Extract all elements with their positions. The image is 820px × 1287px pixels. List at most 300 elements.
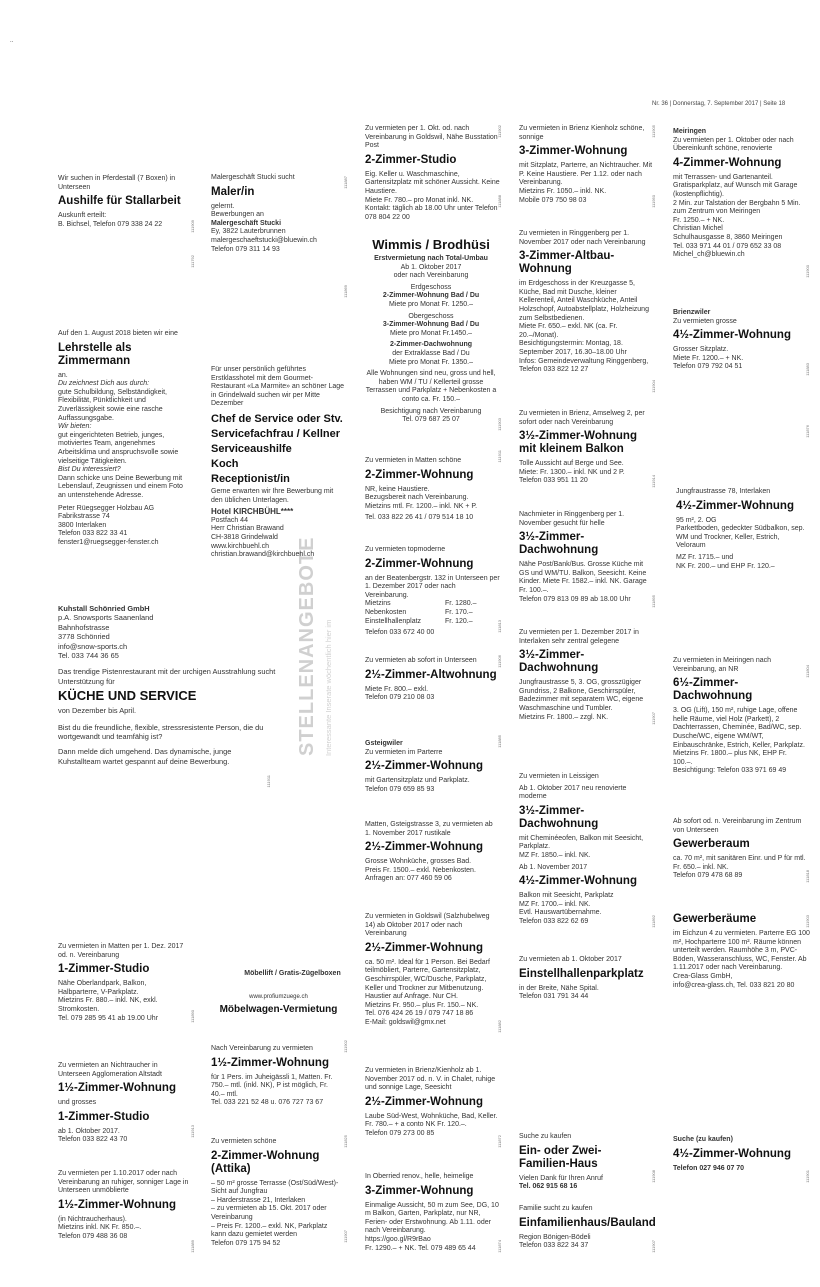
ad-code: 111902 xyxy=(343,1040,348,1053)
ad-title: 2-Zimmer-Studio xyxy=(365,153,457,166)
ad-intro: Zu vermieten ab sofort in Unterseen xyxy=(365,657,477,664)
ad-address: Telefon 033 822 33 41 xyxy=(58,530,128,538)
ad-line: an der Beatenbergstr. 132 in Unterseen per 1. Dezember 2017 oder nach Vereinbarung. xyxy=(365,574,500,599)
page-number: Seite 18 xyxy=(763,101,786,107)
ad-floor: Obergeschoss xyxy=(408,312,454,320)
ad-row xyxy=(365,618,500,627)
ad-kienholz xyxy=(365,1067,500,1139)
ad-ringgenberg-dach xyxy=(519,511,654,604)
ad-title: 2½-Zimmer-Wohnung xyxy=(365,760,483,773)
ad-title: 2-Zimmer-Wohnung xyxy=(365,557,474,570)
ad-line: Mietzins Fr. 880.– inkl. NK, exkl. Stromkosten. xyxy=(58,997,158,1013)
ad-line: an. xyxy=(58,371,68,379)
ad-code: 111869 xyxy=(343,285,348,298)
ad-phone: Telefon 079 813 09 89 ab 18.00 Uhr xyxy=(519,595,631,603)
ad-matten-gsteig xyxy=(365,821,500,884)
ad-phone: Tel. 076 424 26 19 / 079 747 18 86 xyxy=(365,1010,474,1018)
ad-brienz-amselweg xyxy=(519,410,654,486)
ad-title: 2-Zimmer-Wohnung xyxy=(365,468,474,481)
ad-title: Gewerberaum xyxy=(673,838,750,851)
ad-line: Tel. 033 221 52 48 u. 076 727 73 67 xyxy=(211,1099,324,1107)
ad-subheading: Bist Du interessiert? xyxy=(58,466,121,474)
vertical-ad-subtitle: Interessante Inserate wöchentlich hier im xyxy=(324,619,333,756)
ad-attika xyxy=(211,1138,343,1248)
ad-nichtraucher-2 xyxy=(58,1170,190,1242)
ad-line: (in Nichtraucherhaus). xyxy=(58,1215,127,1223)
ad-line: im Erdgeschoss in der Kreuzgasse 5, Küche, Bad mit Dusche, kleiner Kellerenteil, Anteil Waschküche, Anteil Holzschopf, Autoabstellplatz, Holzheizung zum Selbstbedienen. xyxy=(519,280,649,322)
ad-bullet: – 50 m² grosse Terrasse (Ost/Süd/West)-Sicht auf Jungfrau xyxy=(211,1179,339,1196)
ad-beatenberg xyxy=(365,546,500,638)
ad-paragraph: Bist du die freundliche, flexible, stressresistente Person, die du wortgewandt und teamfähig ist? xyxy=(58,722,264,742)
ad-subheading: Du zeichnest Dich aus durch: xyxy=(58,380,150,388)
ad-line: Mietzins Fr. 1050.– inkl. NK. xyxy=(519,187,607,195)
ad-intro: Zu vermieten per 1. Dezember 2017 in Interlaken sehr zentral gelegene xyxy=(519,629,639,645)
ad-phone: Besichtigung: Telefon 033 971 69 49 xyxy=(673,767,787,775)
ad-code: 111883 xyxy=(805,363,810,376)
ad-phone: Telefon 079 175 94 52 xyxy=(211,1239,281,1247)
ad-code: 111914 xyxy=(651,475,656,488)
ad-title: 1½-Zimmer-Wohnung xyxy=(58,1198,176,1211)
ad-email[interactable]: info@snow-sports.ch xyxy=(58,641,128,651)
ad-title: 4½-Zimmer-Wohnung xyxy=(673,1147,791,1160)
ad-line: der Extraklasse Bad / Du xyxy=(392,349,470,357)
ad-job-title: Chef de Service oder Stv. xyxy=(211,412,343,425)
ad-title: 1½-Zimmer-Wohnung xyxy=(211,1056,329,1069)
ad-suche-bauland xyxy=(519,1205,654,1251)
ad-intro: Zu vermieten in Brienz Kienholz schöne, sonnige xyxy=(519,125,645,141)
ad-line: von Dezember bis April. xyxy=(58,706,137,716)
ad-intro: Für unser persönlich geführtes Erstklasshotel mit dem Gourmet-Restaurant «La Marmite» an schöner Lage in Grindelwald suchen wir per Mitte Dezember xyxy=(211,366,345,408)
ad-line: Laube Süd-West, Wohnküche, Bad, Keller. xyxy=(365,1112,498,1120)
ad-intro: Zu vermieten grosse xyxy=(673,317,737,325)
ad-place: Meiringen xyxy=(673,128,707,135)
ad-code: 111908 xyxy=(651,1170,656,1183)
ad-address: Peter Rüegsegger Holzbau AG xyxy=(58,504,155,512)
ad-intro: In Oberried renov., helle, heimelige xyxy=(365,1173,474,1180)
ad-paragraph: gute Schulbildung, Selbständigkeit, Flexibilität, Pünktlichkeit und Zuverlässigkeit sowie eine rasche Auffassungsgabe. xyxy=(58,388,167,422)
ad-intro: Zu vermieten ab 1. Oktober 2017 xyxy=(519,956,622,963)
ad-phone: Mobile 079 750 98 03 xyxy=(519,196,587,204)
ad-maler xyxy=(211,174,341,254)
section-zu-kaufen-gesucht: Zu kaufen gesucht xyxy=(520,1093,653,1110)
ad-intro: Suche zu kaufen xyxy=(519,1133,572,1140)
ad-code: 111900 xyxy=(805,265,810,278)
ad-line: Besichtigung nach Vereinbarung xyxy=(380,407,482,415)
ad-intro: Das trendige Pistenrestaurant mit der urchigen Ausstrahlung sucht Unterstützung für xyxy=(58,667,276,686)
ad-job-title: Serviceaushilfe xyxy=(211,442,292,455)
ad-line: ab 1. Oktober 2017. xyxy=(58,1127,120,1135)
ad-intro: Malergeschäft Stucki sucht xyxy=(211,174,295,181)
ad-company: Hotel KIRCHBÜHL**** xyxy=(211,507,294,517)
ad-title: 3-Zimmer-Wohnung xyxy=(519,145,628,158)
row-value: Fr. 170.– xyxy=(445,608,473,616)
ad-intro: Suche (zu kaufen) xyxy=(673,1136,733,1143)
ad-website[interactable]: https://goo.gl/R9rBao xyxy=(365,1235,431,1243)
ad-code: 111907 xyxy=(343,1230,348,1243)
row-value: Fr. 120.– xyxy=(445,617,473,625)
ad-phone: Tel. 062 915 68 16 xyxy=(519,1183,578,1191)
ad-code: 111818 xyxy=(805,870,810,883)
ad-title: Einstellhallenparkplatz xyxy=(519,967,644,980)
ad-phone: Tel. 033 971 44 01 / 079 652 33 08 xyxy=(673,242,782,250)
ad-bullet: – Harderstrasse 21, Interlaken xyxy=(211,1196,306,1204)
ad-lehrstelle xyxy=(58,330,190,547)
section-zu-vermieten: Zu vermieten xyxy=(58,900,152,917)
ad-code: 111903 xyxy=(497,418,502,431)
ad-intro: Nach Vereinbarung zu vermieten xyxy=(211,1045,313,1052)
ad-title: 4-Zimmer-Wohnung xyxy=(673,156,782,169)
ad-line: 2 Min. zur Talstation der Bergbahn 5 Min. zum Zentrum von Meiringen xyxy=(673,199,801,216)
ad-line: in der Breite, Nähe Spital. xyxy=(519,984,599,992)
ad-address: 3800 Interlaken xyxy=(58,521,107,529)
ad-line: Malergeschäft Stucki xyxy=(211,219,282,227)
ad-title: Lehrstelle als Zimmermann xyxy=(58,341,132,367)
ad-address: Fabrikstrasse 74 xyxy=(58,513,110,521)
ad-moebelwagen xyxy=(211,970,346,1018)
ad-line: Mietzins Fr. 1800.– plus NK, EHP Fr. 100.–. xyxy=(673,750,787,766)
ad-matten-2zi xyxy=(365,457,500,523)
ad-phone: Telefon 079 792 04 51 xyxy=(673,363,743,371)
ad-intro: Zu vermieten schöne xyxy=(211,1138,277,1145)
ad-phone: Telefon 033 822 62 69 xyxy=(519,917,589,925)
ad-code: 111825 xyxy=(343,1135,348,1148)
ad-line: mit Cheminéeofen, Balkon mit Seesicht, Parkplatz. xyxy=(519,834,644,851)
ad-row xyxy=(365,600,500,609)
ad-line: Einmalige Aussicht, 50 m zum See, DG, 10 m Balkon, Garten, Parkplatz, nur NR, Ferien- oder Erstwohnung. Ab 1.11. oder nach Vereinbarung. xyxy=(365,1201,499,1235)
ad-meiringen-4zi xyxy=(673,128,808,260)
ad-code: 111913 xyxy=(190,1125,195,1138)
ad-phone: Tel. 033 822 26 41 / 079 514 18 10 xyxy=(365,514,474,522)
ad-intro: Zu vermieten per 1. Okt. od. nach Vereinbarung in Goldswil, Nähe Busstation Post xyxy=(365,125,498,150)
row-label: Einstellhallenplatz xyxy=(365,617,422,625)
ad-intro: Zu vermieten in Brienz/Kienholz ab 1. November 2017 od. n. V. in Chalet, ruhige und sonnige Lage, Seesicht xyxy=(365,1067,496,1092)
ad-line: für 1 Pers. im Juheigässli 1, Matten. Fr. 750.– mtl. (inkl. NK), P ist möglich, Fr. 40.– mtl. xyxy=(211,1073,333,1098)
ad-price: Miete pro Monat Fr.1450.– xyxy=(389,329,473,337)
ad-line: Besichtigungstermin: Montag, 18. September 2017, 16.30–18.00 Uhr xyxy=(519,340,627,356)
ad-line: Balkon mit Seesicht, Parkplatz xyxy=(519,892,614,900)
ad-code: 111882 xyxy=(497,1020,502,1033)
ad-website[interactable]: www.profiumzuege.ch xyxy=(249,993,308,1000)
ad-code: 111887 xyxy=(343,176,348,189)
ad-code: 111950 xyxy=(651,195,656,208)
ad-paragraph: Dann melde dich umgehend. Das dynamische, junge Kuhstallteam wartet gespannt auf deine Bewerbung. xyxy=(58,747,232,766)
ad-price: Miete pro Monat Fr. 1250.– xyxy=(388,300,474,308)
ad-line: Ab 1. Oktober 2017 neu renovierte moderne xyxy=(519,784,627,801)
ad-goldswil-studio xyxy=(365,125,500,222)
section-liegenschaftsmarkt: Liegenschaftsmarkt xyxy=(520,1045,728,1070)
ad-line: Ey, 3822 Lauterbrunnen xyxy=(211,228,286,236)
ad-goldswil-2 xyxy=(365,913,500,1028)
ad-intro: Zu vermieten in Meiringen nach Vereinbarung, an NR xyxy=(673,657,772,673)
ad-title: 2½-Zimmer-Altwohnung xyxy=(365,668,497,681)
ad-job-title: Receptionist/in xyxy=(211,472,290,485)
ad-paragraph: Gerne erwarten wir Ihre Bewerbung mit den üblichen Unterlagen. xyxy=(211,487,334,504)
ad-brienzwiler xyxy=(673,309,808,372)
ad-place: Brienzwiler xyxy=(673,309,711,316)
ad-line: Miete Fr. 800.– exkl. xyxy=(365,685,429,693)
ad-intro: Jungfraustrasse 78, Interlaken xyxy=(676,488,771,495)
ad-code: 111911 xyxy=(497,450,502,463)
ad-line: MZ Fr. 1700.– inkl. NK. xyxy=(519,900,591,908)
ad-line: 95 m², 2. OG xyxy=(676,516,717,524)
ad-code: 111903 xyxy=(805,915,810,928)
ad-line: Crea-Glass GmbH, xyxy=(673,972,733,980)
ad-phone: Telefon 079 210 08 03 xyxy=(365,694,435,702)
ad-title: 2½-Zimmer-Wohnung xyxy=(365,1095,483,1108)
section-wohnungsmarkt: Wohnungsmarkt xyxy=(58,852,232,877)
ad-unterseen-alt xyxy=(365,657,500,703)
ad-title: 3-Zimmer-Wohnung xyxy=(365,1184,474,1197)
ad-title: 1-Zimmer-Studio xyxy=(58,1110,150,1123)
ad-email[interactable]: Michel_ch@bluewin.ch xyxy=(673,251,745,259)
ad-line: Möbellift / Gratis-Zügelboxen xyxy=(244,970,341,977)
ad-intro: Zu vermieten per 1. Oktober oder nach Übereinkunft schöne, renovierte xyxy=(673,136,794,153)
ad-nichtraucher xyxy=(58,1062,190,1145)
ad-suche-haus xyxy=(519,1133,639,1192)
ad-line: 3. OG (Lift), 150 m², ruhige Lage, offene helle Räume, viel Holz (Parkett), 2 Dachterrassen, Cheminée, Bad/WC, sep. Dusche/WC, eigene WM/WT, Einbauschränke, Estrich, Keller, Parkplatz. xyxy=(673,707,805,749)
ad-code: 111888 xyxy=(497,195,502,208)
ad-intro: Nachmieter in Ringgenberg per 1. November gesucht für helle xyxy=(519,511,625,527)
ad-title: Möbelwagen-Vermietung xyxy=(219,1004,338,1016)
ad-intro: Zu vermieten an Nichtraucher in Unterseen Agglomeration Altstadt xyxy=(58,1062,162,1078)
ad-line: mit Sitzplatz, Parterre, an Nichtraucher. Mit P. Keine Haustiere. Per 1.12. oder nach Vereinbarung. xyxy=(519,162,653,187)
ad-code: 111895 xyxy=(651,595,656,608)
ad-line: Fr. 780.– + a conto NK Fr. 120.–. xyxy=(365,1121,467,1129)
ad-line: Mietzins Fr. 950.– plus Fr. 150.– NK. xyxy=(365,1001,479,1009)
ad-line: Mietzins Fr. 1800.– zzgl. NK. xyxy=(519,713,609,721)
issue-date: Donnerstag, 7. September 2017 xyxy=(672,101,759,107)
ad-intro: Zu vermieten in Leissigen xyxy=(519,773,599,780)
ad-email[interactable]: info@crea-glass.ch, Tel. 033 821 20 80 xyxy=(673,981,795,989)
ad-line: MZ Fr. 1715.– und xyxy=(676,553,734,561)
ad-unit: 3-Zimmer-Wohnung Bad / Du xyxy=(382,321,480,329)
ad-website[interactable]: www.kirchbuehl.ch xyxy=(211,542,269,550)
ad-gewerberaeume xyxy=(673,910,810,990)
ad-matten-1-5 xyxy=(211,1045,343,1108)
ad-line: mit Gartensitzplatz und Parkplatz. xyxy=(365,777,470,785)
ad-intro: Matten, Gsteigstrasse 3, zu vermieten ab 1. November 2017 rustikale xyxy=(365,821,493,837)
ad-line: NR, keine Haustiere. xyxy=(365,485,430,493)
row-label: Nebenkosten xyxy=(365,608,407,616)
ad-price: Miete pro Monat Fr. 1350.– xyxy=(388,358,474,366)
ad-line: ca. 70 m², mit sanitären Einr. und P für mtl. Fr. 650.– inkl. NK. xyxy=(673,855,806,871)
ad-title: Ein- oder Zwei-Familien-Haus xyxy=(519,1144,602,1170)
ad-bullet: – zu vermieten ab 15. Okt. 2017 oder Vereinbarung xyxy=(211,1205,327,1221)
ad-title: 4½-Zimmer-Wohnung xyxy=(673,329,791,342)
ad-line: Christian Michel xyxy=(673,225,723,233)
ad-phone: Telefon 031 791 34 44 xyxy=(519,993,589,1001)
ad-title: 4½-Zimmer-Wohnung xyxy=(519,875,637,888)
ad-line: Parkettboden, gedeckter Südbalkon, sep. WM und Trockner, Keller, Estrich, Veloraum xyxy=(676,525,805,550)
ad-line: Miete Fr. 650.– exkl. NK (ca. Fr. 20.–/Monat). xyxy=(519,323,618,339)
ad-code: 111907 xyxy=(651,712,656,725)
ad-intro: Zu vermieten in Brienz, Amselweg 2, per sofort oder nach Vereinbarung xyxy=(519,410,645,426)
ad-jungfrau-78 xyxy=(676,488,806,571)
ad-phone: Telefon 079 273 00 85 xyxy=(365,1129,435,1137)
ad-subheading: Wir bieten: xyxy=(58,423,92,431)
ad-code: 111890 xyxy=(190,1010,195,1023)
ad-line: und grosses xyxy=(58,1099,97,1107)
ad-line: Vielen Dank für Ihren Anruf xyxy=(519,1174,603,1182)
ad-intro: Zu vermieten in Goldswil (Salzhubelweg 14) ab Oktober 2017 oder nach Vereinbarung xyxy=(365,913,490,938)
ad-row xyxy=(365,609,500,618)
ad-unit: 2-Zimmer-Wohnung Bad / Du xyxy=(382,292,480,300)
ad-line: MZ Fr. 1850.– inkl. NK. xyxy=(519,851,591,859)
ad-title: 6½-Zimmer-Dachwohnung xyxy=(673,677,753,703)
ad-intro: Zu vermieten topmoderne xyxy=(365,546,446,553)
ad-line: Tel. 079 285 95 41 ab 19.00 Uhr xyxy=(58,1014,159,1022)
ad-code: 111904 xyxy=(651,380,656,393)
ad-phone: Telefon 033 951 11 20 xyxy=(519,477,588,485)
ad-gsteigwiler xyxy=(365,740,500,794)
ad-intro: Familie sucht zu kaufen xyxy=(519,1205,593,1212)
ad-title: Maler/in xyxy=(211,185,255,198)
ad-interlaken-dach xyxy=(519,629,654,722)
ad-email[interactable]: malergeschaeftstucki@bluewin.ch xyxy=(211,236,317,244)
ad-email[interactable]: christian.brawand@kirchbuehl.ch xyxy=(211,551,315,559)
ad-line: Preis Fr. 1500.– exkl. Nebenkosten. xyxy=(365,866,476,874)
ad-job-title: Koch xyxy=(211,457,239,470)
ad-job-title: Servicefachfrau / Kellner xyxy=(211,427,341,440)
ad-code: 111902 xyxy=(497,125,502,138)
ad-phone: Telefon 033 822 34 37 xyxy=(519,1242,589,1250)
section-stellenmarkt: Stellenmarkt xyxy=(58,124,191,149)
ad-line: NK Fr. 200.– und EHP Fr. 120.– xyxy=(676,562,775,570)
ad-code: 111901 xyxy=(805,1170,810,1183)
ad-suche-wohnung xyxy=(673,1136,798,1173)
ad-phone: Tel. 033 744 36 65 xyxy=(58,651,119,661)
ad-code: 111804 xyxy=(805,665,810,678)
ad-line: Eig. Keller u. Waschmaschine, Gartensitzplatz mit schöner Aussicht. Keine Haustiere. xyxy=(365,170,500,195)
ad-line: Miete Fr. 780.– pro Monat inkl. NK. xyxy=(365,196,474,204)
ad-email[interactable]: E-Mail: goldswil@gmx.net xyxy=(365,1018,446,1026)
ad-company: Kuhstall Schönried GmbH xyxy=(58,604,150,613)
issue-number: Nr. 36 xyxy=(652,101,669,107)
ad-line: Miete: Fr. 1300.– inkl. NK und 2 P. xyxy=(519,468,625,476)
ad-line: B. Bichsel, Telefon 079 338 24 22 xyxy=(58,220,163,228)
page-header: Nr. 36 | Donnerstag, 7. September 2017 | Seite 18 xyxy=(652,101,786,107)
ad-code: 111885 xyxy=(497,735,502,748)
ad-line: Ab 1. November 2017 xyxy=(519,863,588,871)
ad-line: Grosse Wohnküche, grosses Bad. xyxy=(365,858,472,866)
ad-line: Fr. 1250.– + NK. xyxy=(673,216,725,224)
ad-paragraph: gut eingerichteten Betrieb, junges, motiviertes Team, angenehmes Arbeitsklima und anspruchsvolle sowie vielseitige Tätigkeiten. xyxy=(58,431,179,465)
ad-email[interactable]: fenster1@ruegsegger-fenster.ch xyxy=(58,538,159,546)
ad-line: Kontakt: täglich ab 18.00 Uhr unter Telefon 078 804 22 00 xyxy=(365,205,498,221)
ad-address: Herr Christian Brawand xyxy=(211,525,284,533)
ad-phone: Anfragen an: 077 460 59 06 xyxy=(365,875,452,883)
ad-title: Einfamilienhaus/Bauland xyxy=(519,1216,656,1229)
ad-line: Nähe Oberlandpark, Balkon, Halbparterre, V-Parkplatz. xyxy=(58,980,147,996)
ad-title: KÜCHE UND SERVICE xyxy=(58,688,197,704)
ad-line: Evtl. Hauswartübernahme. xyxy=(519,909,602,917)
ad-intro: Zu vermieten in Ringgenberg per 1. November 2017 oder nach Vereinbarung xyxy=(519,230,646,246)
ad-line: Tolle Aussicht auf Berge und See. xyxy=(519,460,624,468)
ad-title: 2-Zimmer-Wohnung (Attika) xyxy=(211,1149,320,1175)
row-label: Mietzins xyxy=(365,600,391,608)
ad-code: 111889 xyxy=(190,1240,195,1253)
ad-title: 4½-Zimmer-Wohnung xyxy=(676,499,794,512)
ad-phone: Tel. 079 687 25 07 xyxy=(402,416,460,424)
ad-line: Bewerbungen an xyxy=(211,211,264,219)
ad-line: Region Bönigen-Bödeli xyxy=(519,1233,591,1241)
ad-intro: Zu vermieten im Parterre xyxy=(365,748,443,756)
ad-place: Gsteigwiler xyxy=(365,740,403,747)
ad-line: gelernt. xyxy=(211,202,235,210)
ad-phone: Telefon 027 946 07 70 xyxy=(673,1164,745,1172)
ad-code: 111906 xyxy=(497,655,502,668)
ad-kirchbuehl xyxy=(211,366,346,560)
ad-title: 3-Zimmer-Altbau-Wohnung xyxy=(519,250,615,276)
ad-address: Postfach 44 xyxy=(211,516,248,524)
ad-intro: Zu vermieten in Matten schöne xyxy=(365,457,462,464)
ad-title: 3½-Zimmer-Wohnung mit kleinem Balkon xyxy=(519,430,637,456)
ad-gewerberaum xyxy=(673,818,808,881)
ad-title: 2½-Zimmer-Wohnung xyxy=(365,841,483,854)
ad-line: Jungfraustrasse 5, 3. OG, grosszügiger Grundriss, 2 Balkone, Geschirrspüler, Badezimmer mit separatem WC, eigene Waschmaschine und Tumbler. xyxy=(519,679,644,712)
ad-paragraph: Alle Wohnungen sind neu, gross und hell, haben WM / TU / Kellerteil grosse Terrassen und Parkplatz + Nebenkosten a conto ca. Fr. 150.– xyxy=(365,370,497,403)
ad-phone: Telefon 033 672 40 00 xyxy=(365,629,435,637)
ad-title: Wimmis / Brodhüsi xyxy=(372,237,490,252)
ad-title: 1½-Zimmer-Wohnung xyxy=(58,1082,176,1095)
ad-line: Mietzins inkl. NK Fr. 850.–. xyxy=(58,1224,142,1232)
ad-brienz-3zi xyxy=(519,125,654,205)
ad-bullet: – Preis Fr. 1200.– exkl. NK, Parkplatz kann dazu gemietet werden xyxy=(211,1222,328,1239)
ad-line: Infos: Gemeindeverwaltung Ringgenberg, Telefon 033 822 12 27 xyxy=(519,357,649,374)
ad-paragraph: Dann schicke uns Deine Bewerbung mit Lebenslauf, Zeugnissen und einem Foto an untenstehende Adresse. xyxy=(58,474,183,499)
ad-intro: Zu vermieten in Matten per 1. Dez. 2017 od. n. Vereinbarung xyxy=(58,943,184,959)
ad-intro: Zu vermieten per 1.10.2017 oder nach Vereinbarung an ruhiger, sonniger Lage in Unterseen unmöblierte xyxy=(58,1170,189,1195)
ad-phone: Telefon 079 311 14 93 xyxy=(211,245,280,253)
ad-line: Mietzins mtl. Fr. 1200.– inkl. NK + P. xyxy=(365,502,478,510)
ad-title: 3½-Zimmer-Dachwohnung xyxy=(519,649,599,675)
ad-phone: Telefon 079 478 68 89 xyxy=(673,872,743,880)
ad-floor: Erdgeschoss xyxy=(410,283,452,291)
ad-meiringen-dach xyxy=(673,657,808,776)
ad-phone: Fr. 1290.– + NK. Tel. 079 489 65 44 xyxy=(365,1244,476,1252)
ad-address: Bahnhofstrasse xyxy=(58,622,110,632)
ad-title: 2½-Zimmer-Wohnung xyxy=(365,941,483,954)
ad-line: Telefon 033 822 43 70 xyxy=(58,1136,128,1144)
ad-line: Grosser Sitzplatz. xyxy=(673,346,729,354)
ad-unit: 2-Zimmer-Dachwohnung xyxy=(389,341,473,349)
ad-title: 3½-Zimmer-Dachwohnung xyxy=(519,804,599,830)
ad-line: Ab 1. Oktober 2017 xyxy=(400,263,462,271)
ad-line: Nähe Post/Bank/Bus. Grosse Küche mit GS und WM/TU. Balkon, Seesicht. Keine Kinder. Miete Fr. 1582.– inkl. NK. Garage Fr. 100.–. xyxy=(519,561,647,594)
ad-line: Schulhausgasse 8, 3860 Meiringen xyxy=(673,233,783,241)
ad-line: Bezugsbereit nach Vereinbarung. xyxy=(365,494,469,502)
ad-code: 111905 xyxy=(651,125,656,138)
ad-kuhstall xyxy=(58,604,276,766)
ad-intro: Ab sofort od. n. Vereinbarung im Zentrum von Unterseen xyxy=(673,818,802,834)
ad-title: 1-Zimmer-Studio xyxy=(58,963,150,976)
ad-line: mit Terrassen- und Gartenanteil. Gratisparkplatz, auf Wunsch mit Garage (kostenpflichtig). xyxy=(673,173,798,198)
ad-code: 111907 xyxy=(651,1240,656,1253)
ad-line: ca. 50 m². Ideal für 1 Person. Bei Bedarf teilmöbliert, Parterre, Gartensitzplatz, Geschirrspüler, WC/Dusche, Parkplatz, Keller und Trockner zur Mitbenutzung. Haustier auf Anfrage. Nur CH. xyxy=(365,958,490,1001)
ad-line: oder nach Vereinbarung xyxy=(393,272,469,280)
ad-code: 111892 xyxy=(651,915,656,928)
ad-line: Miete Fr. 1200.– + NK. xyxy=(673,354,744,362)
ad-wimmis xyxy=(365,235,497,425)
ad-ringgenberg-altbau xyxy=(519,230,654,375)
ad-code: 111874 xyxy=(497,1240,502,1253)
ad-intro: Auf den 1. August 2018 bieten wir eine xyxy=(58,330,178,337)
ad-address: p.A. Snowsports Saanenland xyxy=(58,613,154,623)
ad-address: 3778 Schönried xyxy=(58,632,110,642)
ad-code: 111876 xyxy=(805,425,810,438)
ad-line: im Eichzun 4 zu vermieten. Parterre EG 100 m², Hochparterre 100 m². Räume können unterteilt werden. Raumhöhe 3 m, PVC-Böden, Wasseranschluss, WC, Fenster. Ab 1.11.2017 oder nach Vereinbarung. xyxy=(673,930,810,972)
ad-title: 3½-Zimmer-Dachwohnung xyxy=(519,531,599,557)
